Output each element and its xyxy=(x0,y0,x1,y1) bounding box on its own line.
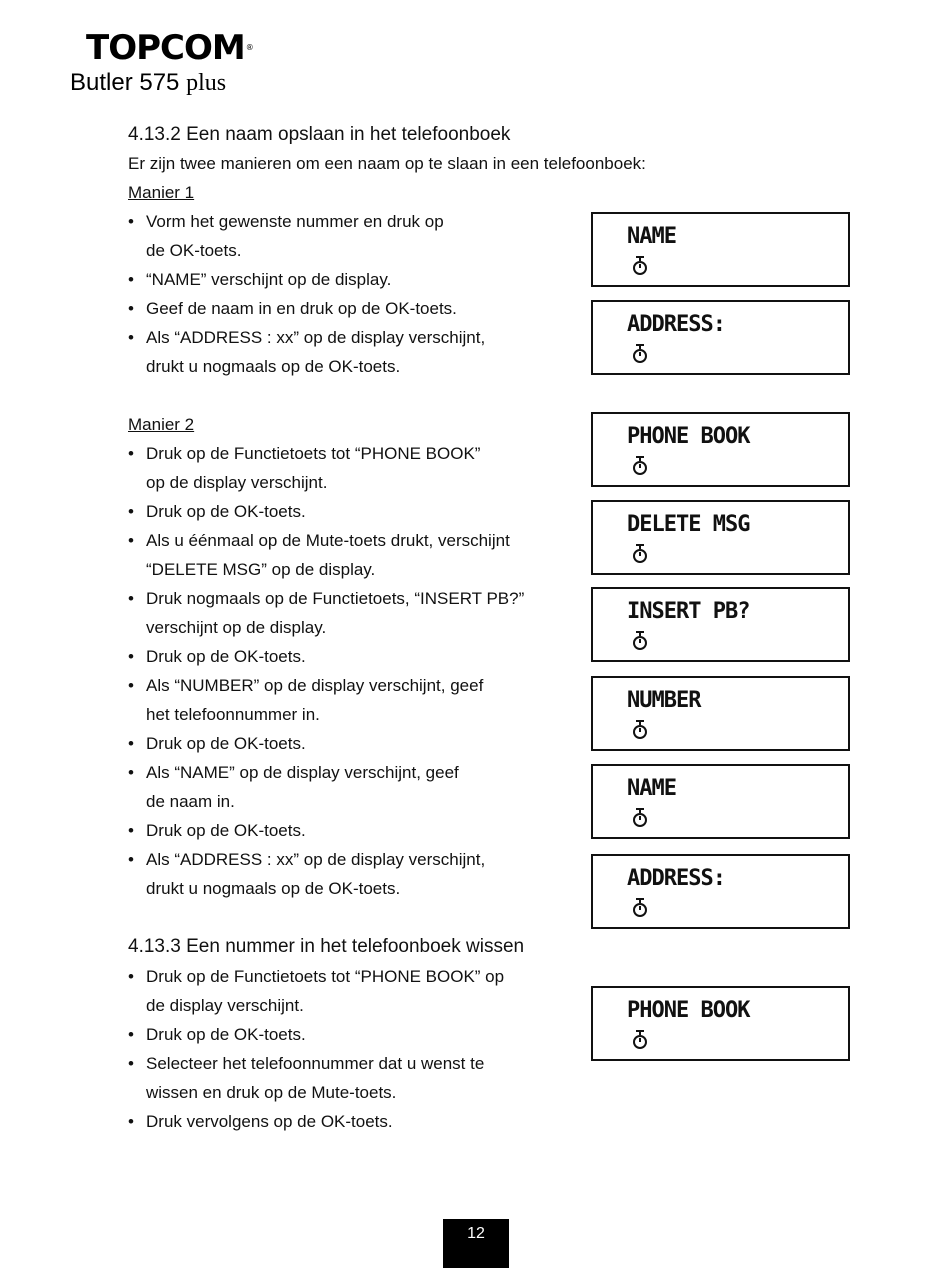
lcd-display xyxy=(591,764,850,839)
list-item-continuation: “DELETE MSG” op de display. xyxy=(146,560,376,579)
bullet: • xyxy=(128,589,134,608)
list-item-continuation: de display verschijnt. xyxy=(146,996,304,1015)
bullet: • xyxy=(128,676,134,695)
list-item-continuation: op de display verschijnt. xyxy=(146,473,328,492)
bullet: • xyxy=(128,734,134,753)
list-item-text: Als u éénmaal op de Mute-toets drukt, verschijnt xyxy=(146,531,510,550)
list-item-continuation: het telefoonnummer in. xyxy=(146,705,320,724)
list-item-continuation: de OK-toets. xyxy=(146,241,242,260)
bullet: • xyxy=(128,821,134,840)
handset-timer-icon xyxy=(632,454,648,476)
section-title-4-13-2: 4.13.2 Een naam opslaan in het telefoonboek xyxy=(128,124,511,145)
lcd-text: NAME xyxy=(627,776,676,801)
model-number: Butler 575 xyxy=(70,69,180,96)
handset-timer-icon xyxy=(632,806,648,828)
lcd-display xyxy=(591,300,850,375)
bullet: • xyxy=(128,1112,134,1131)
handset-timer-icon xyxy=(632,542,648,564)
list-item-text: Selecteer het telefoonnummer dat u wenst te xyxy=(146,1054,485,1073)
lcd-text: NUMBER xyxy=(627,688,701,713)
lcd-display xyxy=(591,412,850,487)
section-title-4-13-3: 4.13.3 Een nummer in het telefoonboek wissen xyxy=(128,936,525,957)
lcd-text: ADDRESS: xyxy=(627,866,725,891)
list-item-text: Druk vervolgens op de OK-toets. xyxy=(146,1112,393,1131)
lcd-display xyxy=(591,676,850,751)
section-intro: Er zijn twee manieren om een naam op te slaan in een telefoonboek: xyxy=(128,154,646,173)
handset-timer-icon xyxy=(632,896,648,918)
brand-logo xyxy=(86,30,253,66)
list-item-text: Druk op de OK-toets. xyxy=(146,502,306,521)
model-suffix: plus xyxy=(186,70,227,96)
bullet: • xyxy=(128,299,134,318)
method-1-label: Manier 1 xyxy=(128,183,195,202)
list-item-text: Druk op de Functietoets tot “PHONE BOOK” op xyxy=(146,967,505,986)
lcd-display xyxy=(591,500,850,575)
bullet: • xyxy=(128,212,134,231)
list-item-text: Als “NAME” op de display verschijnt, geef xyxy=(146,763,459,782)
brand-name: TOPCOM xyxy=(86,28,245,68)
lcd-text: DELETE MSG xyxy=(627,512,750,537)
lcd-display xyxy=(591,212,850,287)
list-item-text: Druk op de OK-toets. xyxy=(146,1025,306,1044)
registered-mark: ® xyxy=(245,43,253,52)
list-item-text: Druk op de OK-toets. xyxy=(146,647,306,666)
lcd-display xyxy=(591,854,850,929)
list-item-text: Geef de naam in en druk op de OK-toets. xyxy=(146,299,457,318)
list-item-text: Druk nogmaals op de Functietoets, “INSERT PB?” xyxy=(146,589,525,608)
bullet: • xyxy=(128,763,134,782)
list-item-text: Als “ADDRESS : xx” op de display verschijnt, xyxy=(146,328,486,347)
page-number: 12 xyxy=(443,1219,509,1268)
handset-timer-icon xyxy=(632,1028,648,1050)
bullet: • xyxy=(128,502,134,521)
handset-timer-icon xyxy=(632,254,648,276)
bullet: • xyxy=(128,967,134,986)
handset-timer-icon xyxy=(632,342,648,364)
list-item-text: Als “NUMBER” op de display verschijnt, geef xyxy=(146,676,484,695)
bullet: • xyxy=(128,647,134,666)
list-item-text: Druk op de Functietoets tot “PHONE BOOK” xyxy=(146,444,481,463)
lcd-display xyxy=(591,587,850,662)
model-name xyxy=(70,68,226,98)
bullet: • xyxy=(128,1025,134,1044)
list-item-continuation: drukt u nogmaals op de OK-toets. xyxy=(146,879,401,898)
list-item-text: Als “ADDRESS : xx” op de display verschijnt, xyxy=(146,850,486,869)
lcd-text: ADDRESS: xyxy=(627,312,725,337)
bullet: • xyxy=(128,1054,134,1073)
method-2-label: Manier 2 xyxy=(128,415,195,434)
bullet: • xyxy=(128,850,134,869)
bullet: • xyxy=(128,531,134,550)
list-item-continuation: verschijnt op de display. xyxy=(146,618,327,637)
list-item-continuation: wissen en druk op de Mute-toets. xyxy=(146,1083,397,1102)
bullet: • xyxy=(128,444,134,463)
handset-timer-icon xyxy=(632,629,648,651)
list-item-text: Vorm het gewenste nummer en druk op xyxy=(146,212,444,231)
lcd-display xyxy=(591,986,850,1061)
bullet: • xyxy=(128,270,134,289)
lcd-text: NAME xyxy=(627,224,676,249)
list-item-continuation: de naam in. xyxy=(146,792,235,811)
handset-timer-icon xyxy=(632,718,648,740)
list-item-continuation: drukt u nogmaals op de OK-toets. xyxy=(146,357,401,376)
list-item-text: “NAME” verschijnt op de display. xyxy=(146,270,392,289)
lcd-text: PHONE BOOK xyxy=(627,998,750,1023)
lcd-text: INSERT PB? xyxy=(627,599,750,624)
list-item-text: Druk op de OK-toets. xyxy=(146,734,306,753)
bullet: • xyxy=(128,328,134,347)
lcd-text: PHONE BOOK xyxy=(627,424,750,449)
list-item-text: Druk op de OK-toets. xyxy=(146,821,306,840)
